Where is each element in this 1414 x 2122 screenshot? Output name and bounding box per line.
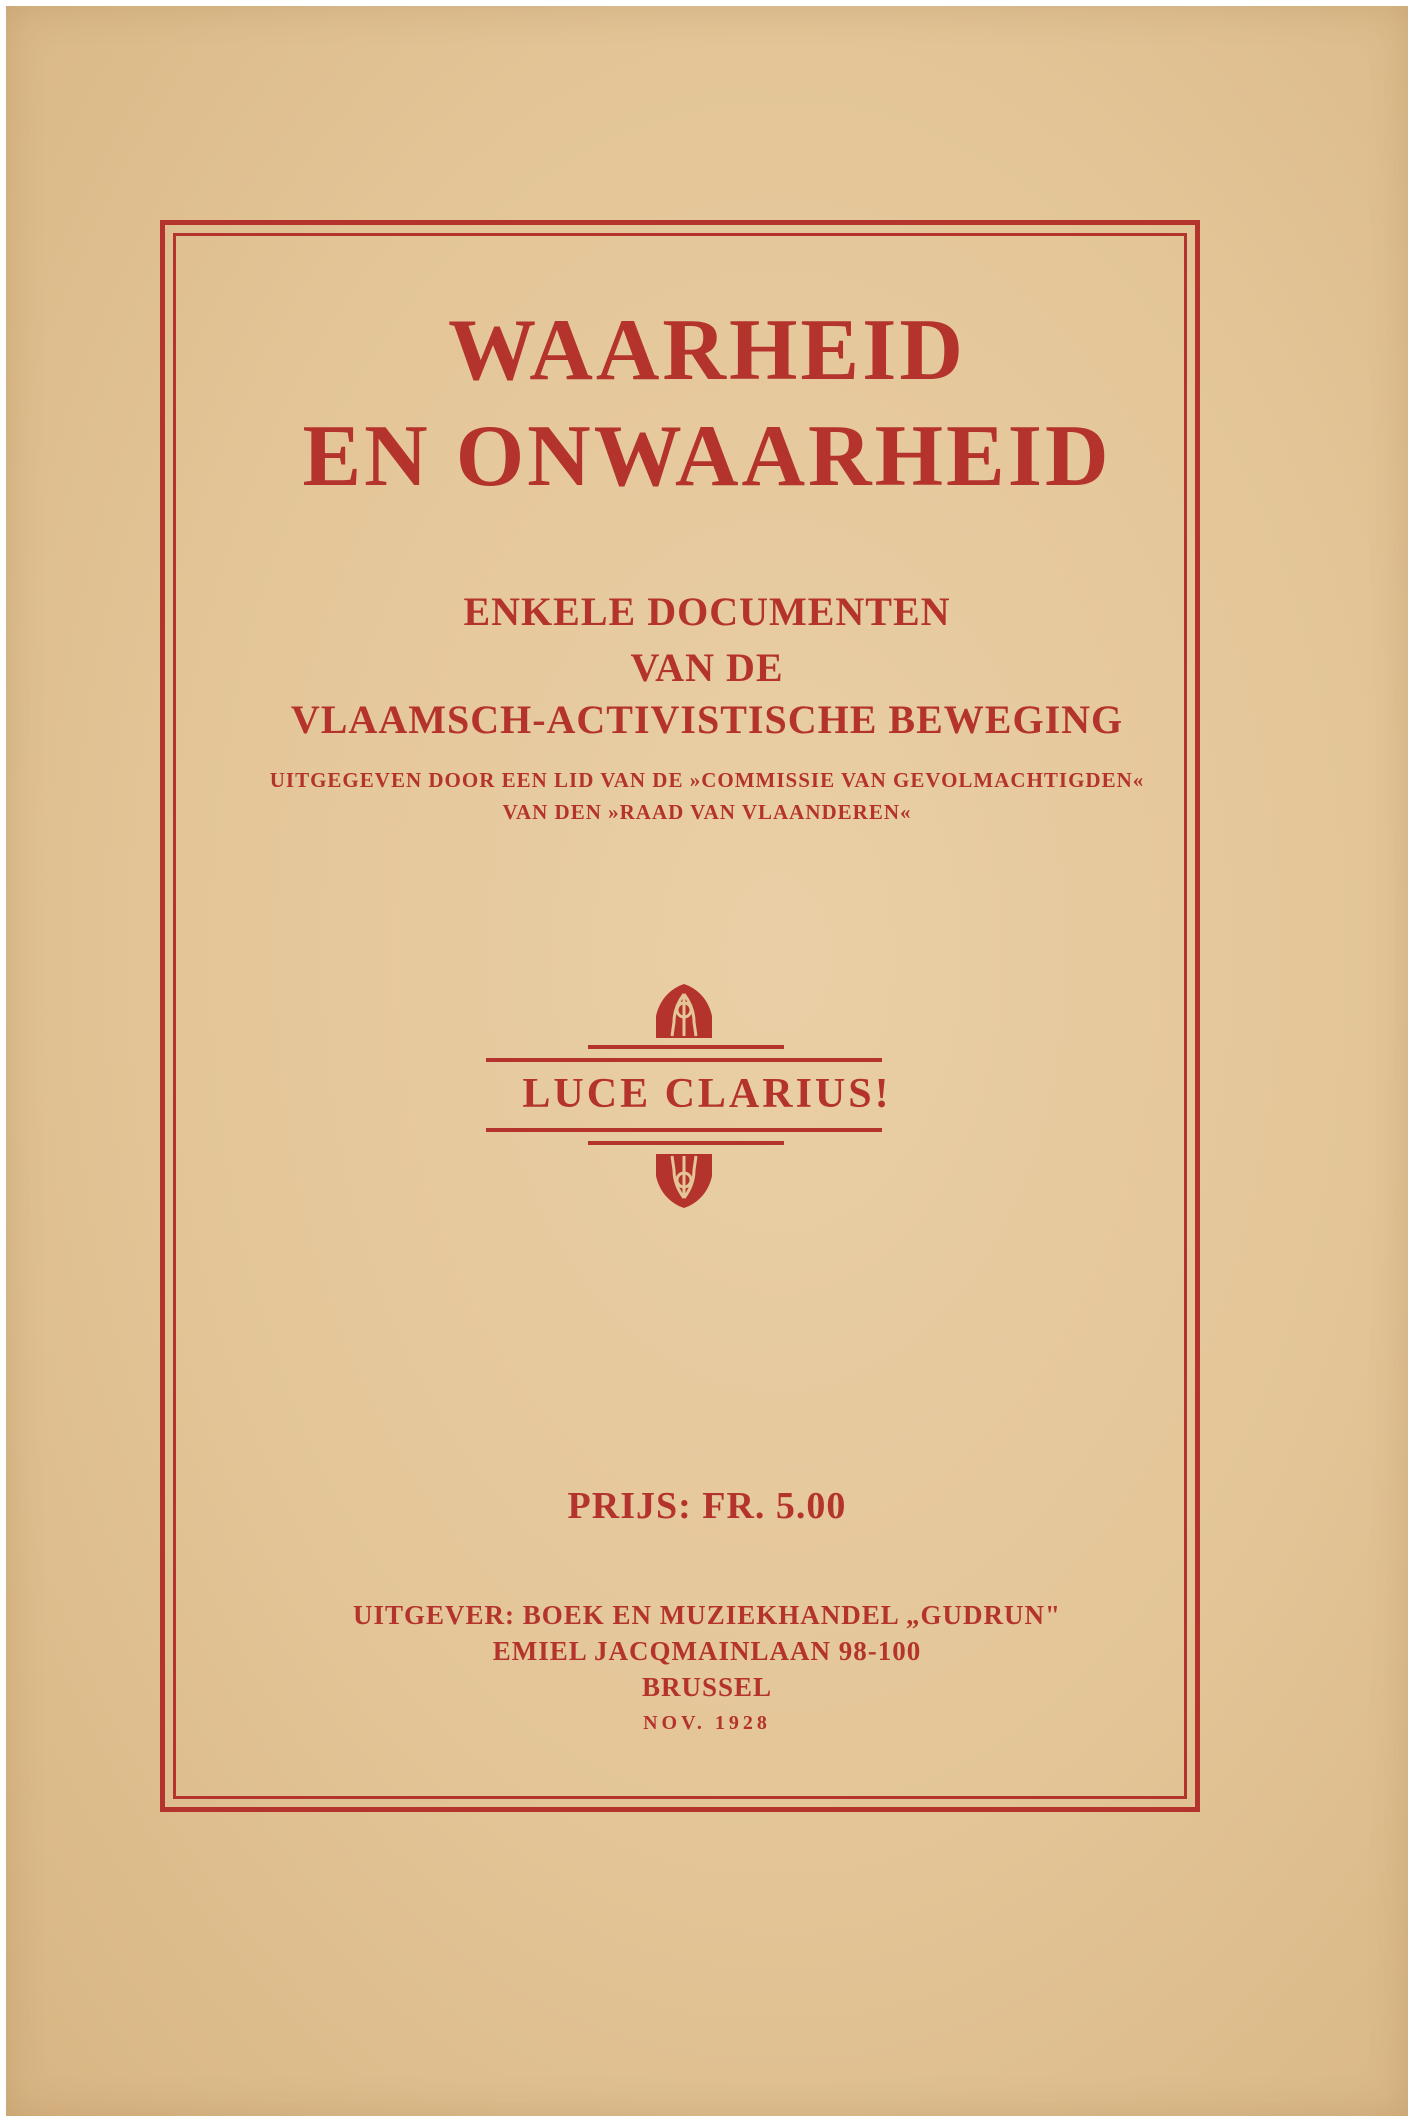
imprint-line-2: EMIEL JACQMAINLAAN 98-100 <box>492 1636 922 1666</box>
subtitle-line-3: VLAAMSCH-ACTIVISTISCHE BEWEGING <box>290 697 1124 742</box>
subtitle-line-2: VAN DE <box>630 645 784 690</box>
imprint-line-3: BRUSSEL <box>641 1672 773 1702</box>
shield-emblem-icon <box>652 1152 716 1210</box>
imprint-line-1: UITGEVER: BOEK EN MUZIEKHANDEL „GUDRUN" <box>352 1600 1062 1630</box>
title-line-2: EN ONWAARHEID <box>302 408 1112 505</box>
publisher-note-line-1: UITGEGEVEN DOOR EEN LID VAN DE »COMMISSIE VAN GEVOLMACHTIGDEN« <box>269 768 1145 792</box>
motto-rule-bottom-long <box>486 1128 882 1132</box>
shield-emblem-icon <box>652 982 716 1040</box>
subtitle-line-1: ENKELE DOCUMENTEN <box>463 589 951 634</box>
title-line-1: WAARHEID <box>448 302 966 399</box>
motto-rule-top-long <box>486 1058 882 1062</box>
motto: LUCE CLARIUS! <box>522 1071 892 1117</box>
price: PRIJS: FR. 5.00 <box>567 1485 847 1527</box>
publication-date: NOV. 1928 <box>643 1712 771 1734</box>
motto-rule-top-short <box>588 1045 784 1049</box>
motto-rule-bottom-short <box>588 1141 784 1145</box>
publisher-note-line-2: VAN DEN »RAAD VAN VLAANDEREN« <box>502 800 912 824</box>
